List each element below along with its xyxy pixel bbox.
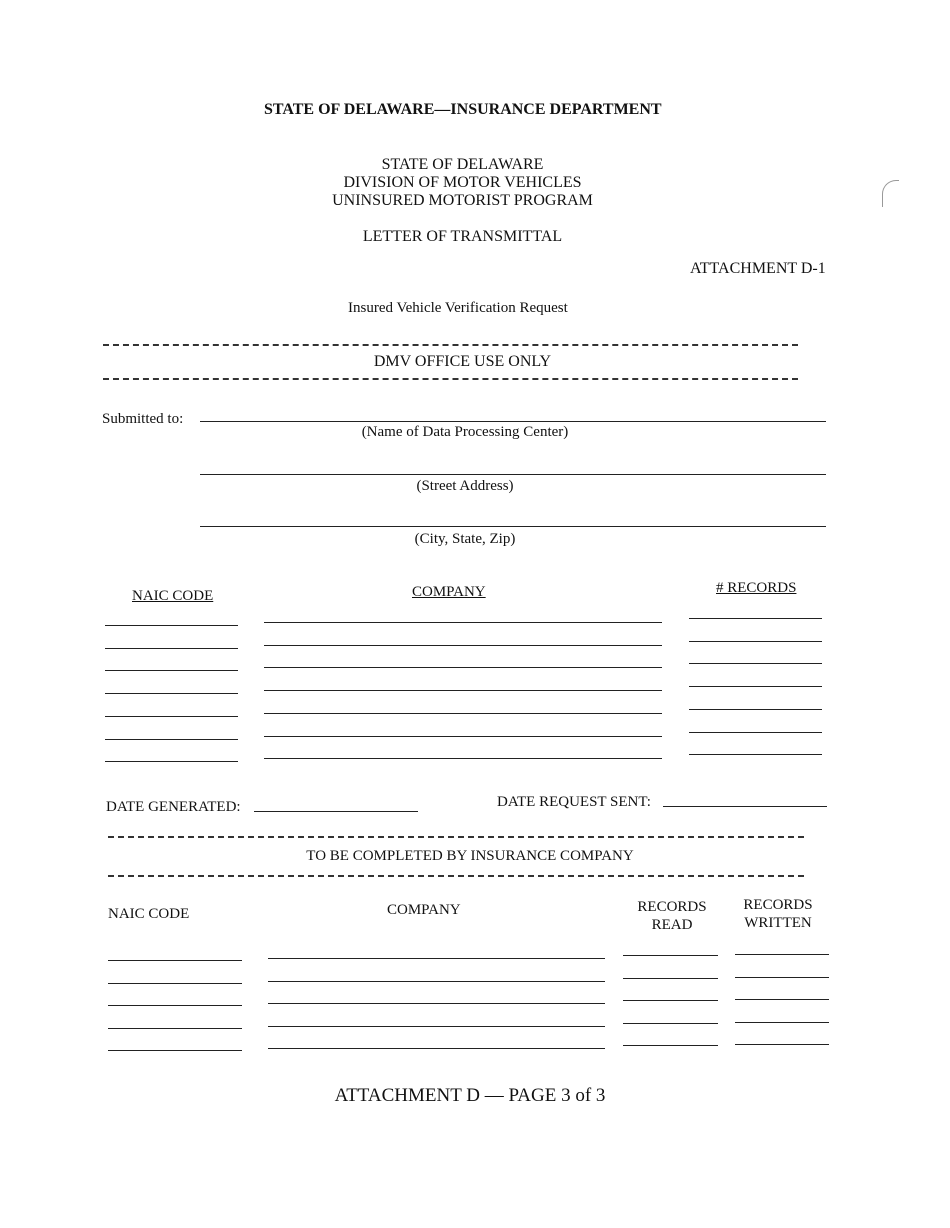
date-request-sent-label: DATE REQUEST SENT: [497, 794, 651, 810]
data-center-name-field[interactable] [200, 421, 826, 422]
ins-company-field-row-4[interactable] [268, 1026, 605, 1027]
street-address-caption: (Street Address) [416, 478, 514, 494]
ins-company-field-row-5[interactable] [268, 1048, 605, 1049]
street-address-field[interactable] [200, 474, 826, 475]
ins-records-written-field-row-5[interactable] [735, 1044, 829, 1045]
records-read-header-line2: READ [651, 917, 693, 933]
state-heading: STATE OF DELAWARE [381, 156, 544, 173]
dmv-company-field-row-2[interactable] [264, 645, 662, 646]
ins-records-read-field-row-1[interactable] [623, 955, 718, 956]
dmv-top-dash-divider [103, 344, 798, 346]
dmv-naic-code-field-row-1[interactable] [105, 625, 238, 626]
ins-records-written-field-row-3[interactable] [735, 999, 829, 1000]
dmv-naic-code-field-row-3[interactable] [105, 670, 238, 671]
dmv-company-field-row-7[interactable] [264, 758, 662, 759]
ins-company-field-row-2[interactable] [268, 981, 605, 982]
dmv-records-field-row-6[interactable] [689, 732, 822, 733]
insurance-top-dash-divider [108, 836, 804, 838]
dmv-naic-code-field-row-6[interactable] [105, 739, 238, 740]
ins-records-read-field-row-2[interactable] [623, 978, 718, 979]
dmv-company-field-row-1[interactable] [264, 622, 662, 623]
ins-records-read-field-row-3[interactable] [623, 1000, 718, 1001]
division-heading: DIVISION OF MOTOR VEHICLES [343, 174, 582, 191]
ins-records-written-field-row-1[interactable] [735, 954, 829, 955]
attachment-id: ATTACHMENT D-1 [690, 260, 826, 277]
dmv-records-field-row-5[interactable] [689, 709, 822, 710]
dmv-records-field-row-3[interactable] [689, 663, 822, 664]
date-request-sent-field[interactable] [663, 806, 827, 807]
ins-records-read-field-row-5[interactable] [623, 1045, 718, 1046]
date-generated-field[interactable] [254, 811, 418, 812]
records-written-header-line2: WRITTEN [744, 915, 812, 931]
date-generated-label: DATE GENERATED: [106, 799, 241, 815]
city-state-zip-field[interactable] [200, 526, 826, 527]
dmv-banner: DMV OFFICE USE ONLY [373, 353, 552, 370]
request-title: Insured Vehicle Verification Request [348, 300, 568, 316]
dmv-company-field-row-5[interactable] [264, 713, 662, 714]
department-heading: STATE OF DELAWARE—INSURANCE DEPARTMENT [264, 101, 662, 118]
dmv-naic-code-field-row-5[interactable] [105, 716, 238, 717]
dmv-bottom-dash-divider [103, 378, 798, 380]
dmv-company-field-row-6[interactable] [264, 736, 662, 737]
page-footer: ATTACHMENT D — PAGE 3 of 3 [334, 1085, 606, 1106]
records-read-header-line1: RECORDS [637, 899, 707, 915]
city-state-zip-caption: (City, State, Zip) [414, 531, 516, 547]
dmv-company-field-row-3[interactable] [264, 667, 662, 668]
dmv-company-field-row-4[interactable] [264, 690, 662, 691]
data-center-name-caption: (Name of Data Processing Center) [361, 424, 569, 440]
scan-mark [882, 180, 899, 207]
ins-records-written-field-row-4[interactable] [735, 1022, 829, 1023]
ins-naic-code-field-row-5[interactable] [108, 1050, 242, 1051]
dmv-records-field-row-1[interactable] [689, 618, 822, 619]
ins-naic-code-field-row-3[interactable] [108, 1005, 242, 1006]
dmv-naic-code-field-row-4[interactable] [105, 693, 238, 694]
dmv-naic-code-field-row-2[interactable] [105, 648, 238, 649]
letter-title: LETTER OF TRANSMITTAL [362, 228, 563, 245]
dmv-records-header: # RECORDS [716, 580, 797, 596]
ins-naic-code-field-row-2[interactable] [108, 983, 242, 984]
ins-company-header: COMPANY [387, 902, 461, 918]
submitted-to-label: Submitted to: [102, 411, 184, 427]
ins-naic-code-field-row-1[interactable] [108, 960, 242, 961]
dmv-records-field-row-7[interactable] [689, 754, 822, 755]
ins-naic-code-header: NAIC CODE [108, 906, 190, 922]
dmv-records-field-row-4[interactable] [689, 686, 822, 687]
ins-company-field-row-1[interactable] [268, 958, 605, 959]
ins-naic-code-field-row-4[interactable] [108, 1028, 242, 1029]
ins-records-read-field-row-4[interactable] [623, 1023, 718, 1024]
dmv-naic-code-field-row-7[interactable] [105, 761, 238, 762]
insurance-bottom-dash-divider [108, 875, 804, 877]
program-heading: UNINSURED MOTORIST PROGRAM [332, 192, 593, 209]
ins-company-field-row-3[interactable] [268, 1003, 605, 1004]
insurance-banner: TO BE COMPLETED BY INSURANCE COMPANY [306, 848, 634, 864]
dmv-naic-code-header: NAIC CODE [132, 588, 214, 604]
dmv-records-field-row-2[interactable] [689, 641, 822, 642]
dmv-company-header: COMPANY [412, 584, 486, 600]
records-written-header-line1: RECORDS [743, 897, 813, 913]
ins-records-written-field-row-2[interactable] [735, 977, 829, 978]
